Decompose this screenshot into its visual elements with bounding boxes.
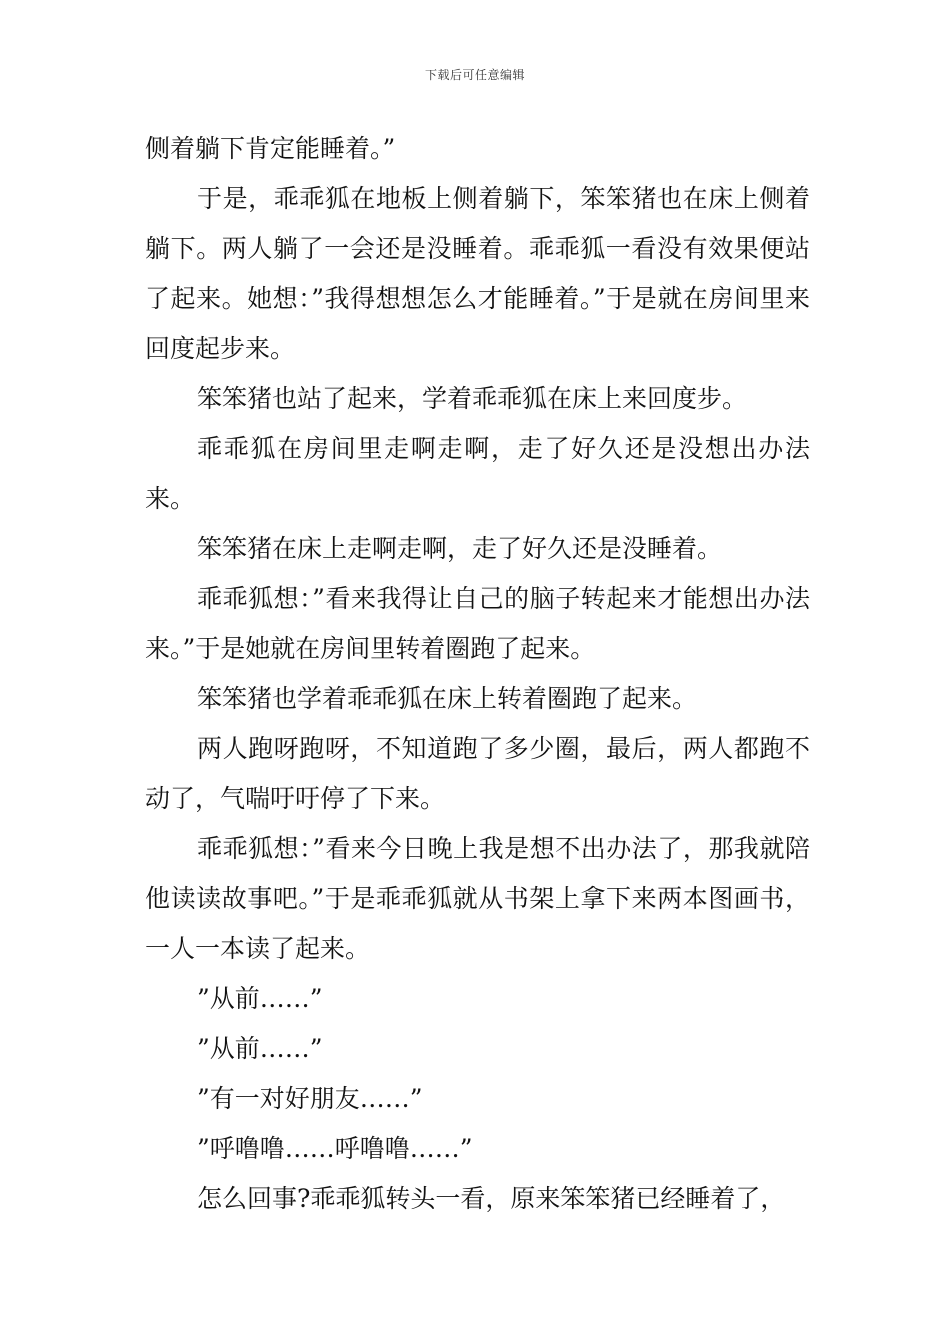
paragraph: 笨笨猪也学着乖乖狐在床上转着圈跑了起来。 bbox=[197, 684, 698, 713]
page-header: 下载后可任意编辑 bbox=[424, 68, 525, 82]
paragraph: 侧着躺下肯定能睡着。” bbox=[145, 134, 396, 163]
paragraph: 乖乖狐想：”看来我得让自己的脑子转起来才能想出办法来。”于是她就在房间里转着圈跑了起来。 bbox=[145, 584, 810, 663]
paragraph: 笨笨猪在床上走啊走啊，走了好久还是没睡着。 bbox=[197, 534, 723, 563]
paragraph: 怎么回事?乖乖狐转头一看，原来笨笨猪已经睡着了， bbox=[197, 1184, 786, 1213]
paragraph: 于是，乖乖狐在地板上侧着躺下，笨笨猪也在床上侧着躺下。两人躺了一会还是没睡着。乖乖狐一看没有效果便站了起来。她想：”我得想想怎么才能睡着。”于是就在房间里来回度起步来。 bbox=[145, 184, 810, 363]
paragraph: 乖乖狐在房间里走啊走啊，走了好久还是没想出办法来。 bbox=[145, 434, 810, 513]
paragraph: ”从前……” bbox=[197, 1034, 323, 1063]
paragraph: ”呼噜噜……呼噜噜……” bbox=[197, 1134, 473, 1163]
paragraph: 乖乖狐想：”看来今日晚上我是想不出办法了，那我就陪他读读故事吧。”于是乖乖狐就从书架上拿下来两本图画书，一人一本读了起来。 bbox=[145, 834, 810, 963]
paragraph: ”有一对好朋友……” bbox=[197, 1084, 423, 1113]
paragraph: ”从前……” bbox=[197, 984, 323, 1013]
paragraph: 两人跑呀跑呀，不知道跑了多少圈，最后，两人都跑不动了，气喘吁吁停了下来。 bbox=[145, 734, 810, 813]
paragraph: 笨笨猪也站了起来，学着乖乖狐在床上来回度步。 bbox=[197, 384, 748, 413]
document-body bbox=[145, 124, 810, 1224]
